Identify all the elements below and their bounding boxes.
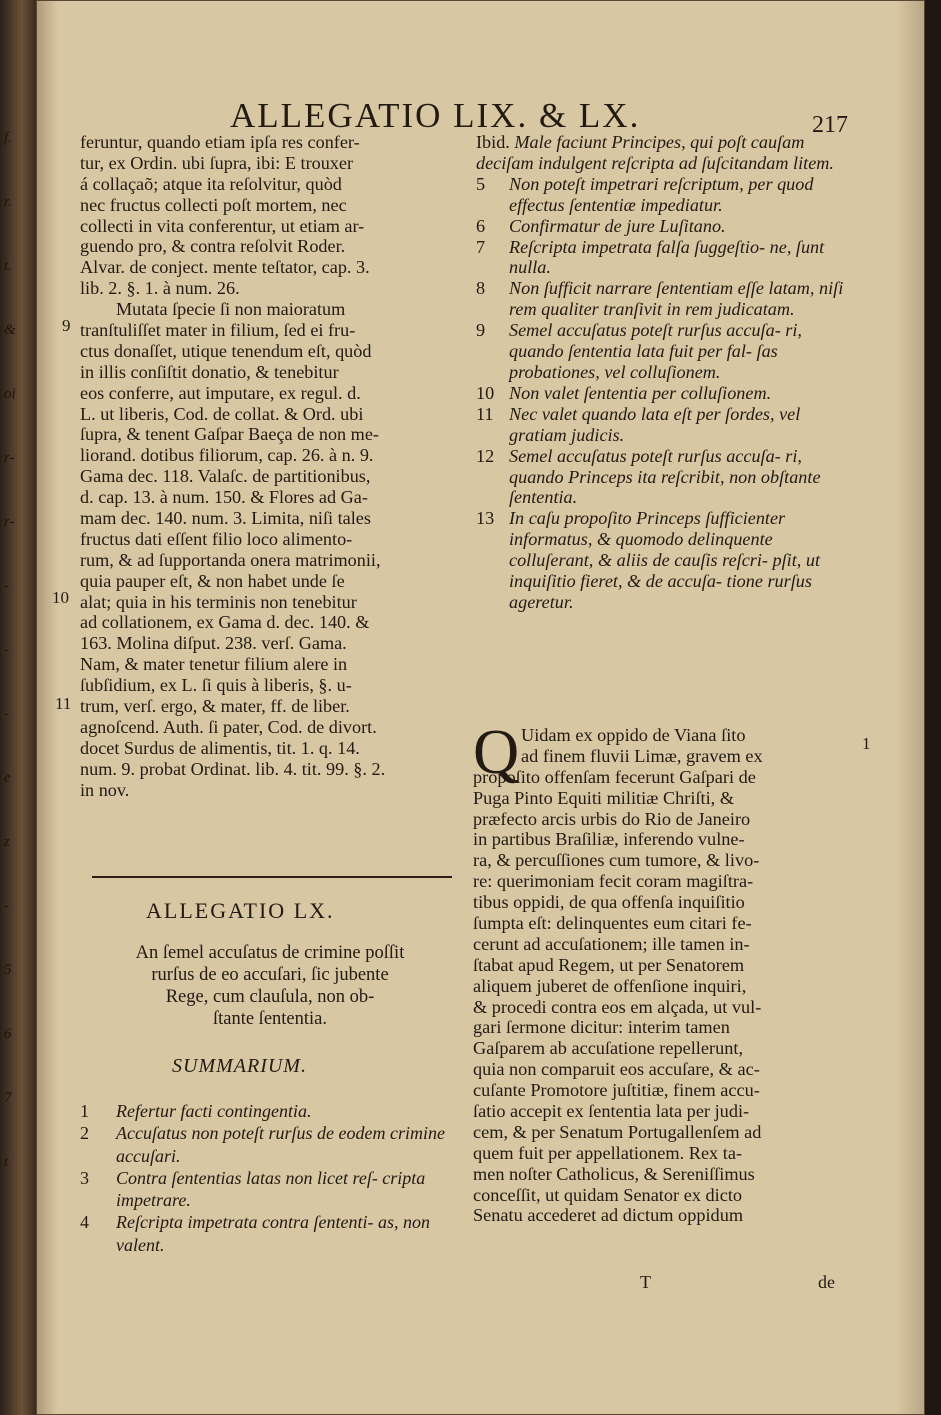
- text-line: in illis conſiſtit donatio, & tenebitur: [80, 361, 339, 382]
- section-title: ALLEGATIO LX.: [146, 898, 335, 923]
- question-line: An ſemel accuſatus de crimine poſſit: [135, 943, 405, 963]
- summarium-item-text: Non ſufficit narrare ſententiam eſſe latam, niſi rem qualiter tranſivit in rem judicatam.: [509, 278, 844, 320]
- summarium-item-number: 9: [476, 320, 486, 341]
- text-line: feruntur, quando etiam ipſa res confer-: [80, 132, 360, 152]
- text-line: trum, verſ. ergo, & mater, ff. de liber.: [80, 696, 350, 717]
- summarium-item-number: 10: [476, 382, 495, 403]
- summarium-item-number: 13: [476, 508, 495, 529]
- summarium-item-number: 6: [476, 215, 486, 236]
- edge-mark: e: [4, 770, 11, 786]
- summarium-item-text: Confirmatur de jure Luſitano.: [509, 215, 726, 236]
- edge-mark: r-: [4, 514, 15, 530]
- body-line: ſtabat apud Regem, ut per Senatorem: [473, 954, 745, 975]
- body-line: aliquem juberet de offenſione inquiri,: [473, 975, 747, 996]
- body-line: ad finem fluvii Limæ, gravem ex: [521, 745, 763, 766]
- summarium-item: [476, 320, 856, 383]
- body-line: cerunt ad accuſationem; ille tamen in-: [473, 933, 750, 954]
- text-line: ad collationem, ex Gama d. dec. 140. &: [80, 612, 370, 633]
- text-line: guendo pro, & contra reſolvit Roder.: [80, 236, 346, 257]
- summarium-item: [476, 404, 856, 446]
- summarium-item-text: In caſu propoſito Princeps ſufficienter informatus, & quomodo delinquente colluſerant, & aliis de cauſis reſcri- pſit, ut inquiſitio fieret, & de accuſa- tione rurſus ageretur.: [509, 508, 821, 612]
- text-line: collecti in vita conferentur, ut etiam ar-: [80, 215, 365, 236]
- summarium-item: [476, 278, 856, 320]
- question-line: rurſus de eo accuſari, ſic jubente: [151, 965, 389, 985]
- body-line: Gaſparem ab accuſatione repellerunt,: [473, 1038, 744, 1059]
- body-text: [473, 725, 857, 1226]
- text-line: L. ut liberis, Cod. de collat. & Ord. ubi: [80, 403, 364, 424]
- summarium-item-number: 4: [80, 1212, 89, 1233]
- left-margin-number-10: 10: [52, 588, 69, 607]
- body-line: cem, & per Senatum Portugallenſem ad: [473, 1121, 762, 1142]
- summarium-item: [80, 1100, 460, 1122]
- summarium-item-text: Refertur facti contingentia.: [116, 1101, 312, 1121]
- summarium-item-text: Contra ſententias latas non licet reſ- cripta impetrare.: [116, 1167, 426, 1211]
- summarium-item-number: 2: [80, 1123, 89, 1144]
- summarium-item-text: Accuſatus non poteſt rurſus de eodem crimine accuſari.: [116, 1123, 445, 1166]
- body-line: quem fuit per appellationem. Rex ta-: [473, 1142, 743, 1163]
- summarium-item: [476, 174, 856, 216]
- summarium-item: [476, 132, 856, 174]
- catchword: de: [818, 1272, 835, 1292]
- summarium-item-number: 1: [80, 1101, 89, 1121]
- edge-mark: 5: [4, 962, 12, 978]
- body-line: cuſante Promotore juſtitiæ, finem accu-: [473, 1080, 760, 1101]
- text-line: quia pauper eſt, & non habet unde ſe: [80, 570, 345, 591]
- text-line: Mutata ſpecie ſi non maioratum: [116, 299, 346, 320]
- edge-mark: -: [4, 898, 9, 914]
- edge-mark: r-: [4, 450, 15, 466]
- text-line: Gama dec. 118. Valaſc. de partitionibus,: [80, 466, 371, 487]
- edge-mark: -: [4, 706, 9, 722]
- body-line: & procedi contra eos em alçada, ut vul-: [473, 996, 762, 1017]
- text-line: fructus dati eſſent filio loco alimento-: [80, 528, 353, 549]
- text-line: tur, ex Ordin. ubi ſupra, ibi: E trouxer: [80, 152, 354, 173]
- page-number: 217: [812, 112, 848, 138]
- text-line: agnoſcend. Auth. ſi pater, Cod. de divort.: [80, 716, 377, 737]
- body-line: Senatu accederet ad dictum oppidum: [473, 1205, 744, 1226]
- left-column-text: [80, 132, 458, 801]
- summarium-item-text: Male faciunt Principes, qui poſt cauſam deciſam indulgent reſcripta ad ſuſcitandam litem.: [476, 132, 834, 173]
- edge-mark: -: [4, 578, 9, 594]
- text-line: alat; quia in his terminis non tenebitur: [80, 591, 357, 612]
- summarium-item-lead: Ibid.: [476, 132, 515, 152]
- text-line: in nov.: [80, 779, 130, 800]
- body-line: re: querimoniam fecit coram magiſtra-: [473, 871, 754, 892]
- edge-mark: r.: [4, 194, 12, 210]
- edge-mark: &: [4, 322, 16, 338]
- text-line: ſupra, & tenent Gaſpar Baeça de non me-: [80, 424, 379, 445]
- summarium-item-text: Semel accuſatus poteſt rurſus accuſa- ri, quando ſententia lata fuit per fal- ſas probationes, vel colluſionem.: [509, 320, 802, 382]
- summarium-item-number: 7: [476, 236, 486, 257]
- text-line: nec fructus collecti poſt mortem, nec: [80, 194, 347, 215]
- text-line: mam dec. 140. num. 3. Limita, niſi tales: [80, 508, 371, 529]
- summarium-item: [476, 446, 856, 509]
- edge-mark: t.: [4, 258, 12, 274]
- body-line: propoſito offenſam fecerunt Gaſpari de: [473, 766, 756, 787]
- text-line: ctus donaſſet, utique tenendum eſt, quòd: [80, 340, 372, 361]
- text-line: ſubſidium, ex L. ſi quis à liberis, §. u-: [80, 675, 352, 696]
- body-line: præfecto arcis urbis do Rio de Janeiro: [473, 808, 751, 829]
- section-question: [80, 942, 460, 1030]
- summarium-item: [476, 383, 856, 404]
- text-line: Alvar. de conject. mente teſtator, cap. 3.: [80, 257, 370, 278]
- summarium-item-text: Non poteſt impetrari reſcriptum, per quod effectus ſententiæ impediatur.: [509, 173, 814, 215]
- summarium-left: [80, 1100, 460, 1256]
- summarium-item: [80, 1211, 460, 1256]
- running-head: ALLEGATIO LIX. & LX.: [230, 96, 641, 135]
- summarium-item-number: 5: [476, 173, 486, 194]
- signature-mark: T: [640, 1272, 651, 1292]
- left-margin-number-11: 11: [55, 694, 72, 713]
- body-line: in partibus Braſiliæ, inferendo vulne-: [473, 829, 745, 850]
- text-line: docet Surdus de alimentis, tit. 1. q. 14.: [80, 737, 360, 758]
- body-line: conceſſit, ut quidam Senator ex dicto: [473, 1184, 743, 1205]
- summarium-item: [476, 216, 856, 237]
- body-line: men noſter Catholicus, & Sereniſſimus: [473, 1163, 755, 1184]
- summarium-item-text: Reſcripta impetrata falſa ſuggeſtio- ne, ſunt nulla.: [509, 236, 825, 278]
- body-line: Puga Pinto Equiti militiæ Chriſti, &: [473, 787, 735, 808]
- summarium-item-text: Reſcripta impetrata contra ſententi- as, non valent.: [116, 1212, 430, 1255]
- text-line: lib. 2. §. 1. à num. 26.: [80, 278, 240, 299]
- edge-mark: t: [4, 1154, 9, 1170]
- text-line: num. 9. probat Ordinat. lib. 4. tit. 99. §. 2.: [80, 758, 386, 779]
- summarium-item-number: 3: [80, 1167, 89, 1188]
- body-line: ſumpta eſt: delinquentes eum citari fe-: [473, 913, 752, 934]
- drop-cap: Q: [473, 716, 520, 787]
- edge-mark: -: [4, 642, 9, 658]
- text-line: 163. Molina diſput. 238. verſ. Gama.: [80, 633, 347, 654]
- summarium-item: [476, 508, 856, 613]
- summarium-item: [476, 237, 856, 279]
- section-divider: [92, 876, 452, 878]
- summarium-item: [80, 1167, 460, 1212]
- summarium-item-number: 8: [476, 278, 486, 299]
- summarium-item: [80, 1122, 460, 1167]
- summarium-item-text: Nec valet quando lata eſt per ſordes, vel gratiam judicis.: [509, 403, 801, 445]
- question-line: ſtante ſententia.: [212, 1009, 328, 1029]
- summarium-item-text: Non valet ſententia per colluſionem.: [509, 382, 772, 403]
- body-line: Uidam ex oppido de Viana ſito: [521, 725, 746, 745]
- text-line: rum, & ad ſupportanda onera matrimonii,: [80, 549, 381, 570]
- body-line: ſatio accepit ex ſententia lata per judi-: [473, 1101, 750, 1122]
- right-margin-number-1: 1: [862, 734, 871, 753]
- summarium-item-text: Semel accuſatus poteſt rurſus accuſa- ri, quando Princeps ita reſcribit, non obſtante ſententia.: [509, 445, 821, 508]
- body-line: gari ſermone dicitur: interim tamen: [473, 1017, 730, 1038]
- text-line: Nam, & mater tenetur filium alere in: [80, 654, 348, 675]
- facing-page-edge: [0, 0, 36, 1415]
- body-line: ra, & percuſſiones cum tumore, & livo-: [473, 850, 760, 871]
- edge-mark: z: [4, 834, 10, 850]
- text-line: liorand. dotibus filiorum, cap. 26. à n. 9.: [80, 445, 374, 466]
- text-line: eos conferre, aut imputare, ex regul. d.: [80, 382, 361, 403]
- body-line: tibus oppidi, de qua offenſa inquiſitio: [473, 892, 745, 913]
- summarium-right: [476, 132, 856, 613]
- summarium-item-number: 11: [476, 403, 494, 424]
- body-line: quia non comparuit eos accuſare, & ac-: [473, 1059, 760, 1080]
- edge-mark: f.: [4, 130, 12, 146]
- left-margin-number-9: 9: [62, 316, 71, 335]
- edge-mark: oi: [4, 386, 16, 402]
- text-line: á collaçaõ; atque ita reſolvitur, quòd: [80, 173, 342, 194]
- edge-mark: 6: [4, 1026, 12, 1042]
- text-line: d. cap. 13. à num. 150. & Flores ad Ga-: [80, 487, 368, 508]
- question-line: Rege, cum clauſula, non ob-: [165, 987, 375, 1007]
- summarium-title: SUMMARIUM.: [172, 1055, 307, 1077]
- summarium-item-number: 12: [476, 445, 495, 466]
- edge-mark: 7: [4, 1090, 12, 1106]
- text-line: tranſtuliſſet mater in filium, ſed ei fru-: [80, 320, 356, 341]
